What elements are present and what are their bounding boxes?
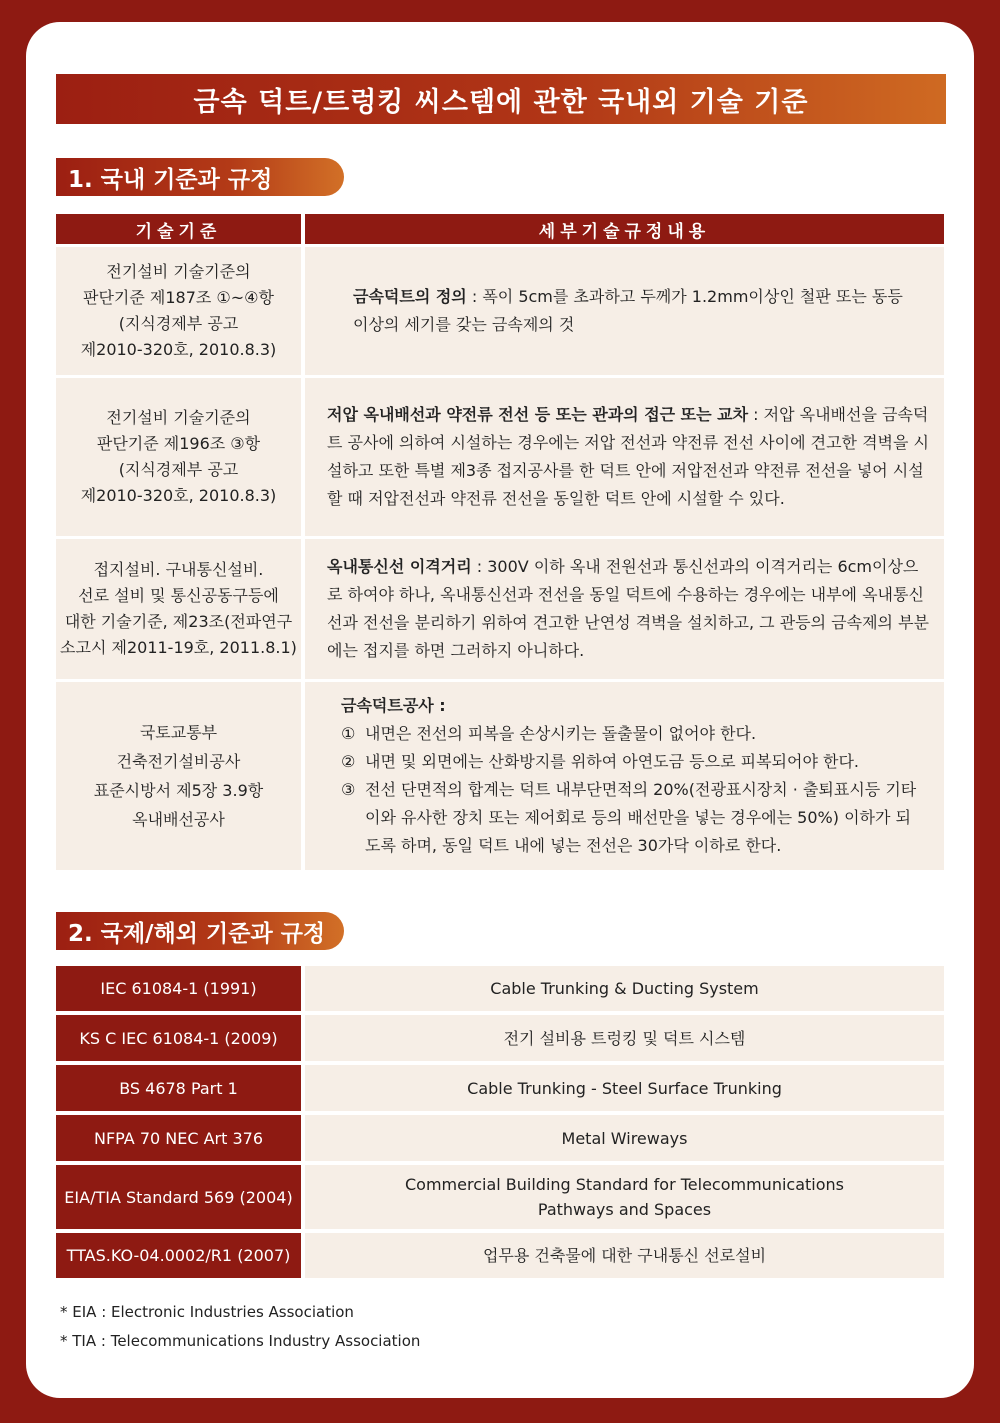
standard-description: Cable Trunking - Steel Surface Trunking [305, 1065, 944, 1111]
standard-code: IEC 61084-1 (1991) [56, 966, 301, 1011]
standard-code: NFPA 70 NEC Art 376 [56, 1115, 301, 1161]
table-row [56, 1065, 944, 1111]
header-standard: 기술기준 [56, 214, 301, 244]
details-text: : 300V 이하 옥내 전원선과 통신선과의 이격거리는 6cm이상으로 하여야 하나, 옥내통신선과 전선을 동일 덕트에 수용하는 경우에는 내부에 옥내통신선과 전선을 분리하기 위하여 견고한 난연성 격벽을 설치하고, 그 관등의 금속제의 부분에는 접지를 하면 그러하지 아니하다. [327, 557, 929, 660]
header-details: 세부기술규정내용 [305, 214, 944, 244]
details-cell [305, 682, 944, 870]
standard-code: TTAS.KO-04.0002/R1 (2007) [56, 1233, 301, 1278]
domestic-standards-table [56, 214, 944, 873]
details-text: : 폭이 5cm를 초과하고 두께가 1.2mm이상인 철판 또는 동등 이상의 세기를 갖는 금속제의 것 [353, 287, 903, 334]
table-row [56, 1115, 944, 1161]
standard-cell: 국토교통부 건축전기설비공사 표준시방서 제5장 3.9항 옥내배선공사 [56, 682, 301, 870]
details-text: : 저압 옥내배선을 금속덕트 공사에 의하여 시설하는 경우에는 저압 전선과 약전류 전선 사이에 견고한 격벽을 시설하고 또한 특별 제3종 접지공사를 한 덕트 안에 저압전선과 약전류 전선을 넣어 시설할 때 저압전선과 약전류 전선을 동일한 덕트 안에 시설할 수 있다. [327, 405, 929, 508]
details-heading: 금속덕트의 정의 [353, 287, 467, 306]
table-row [56, 966, 944, 1011]
table-row [56, 1233, 944, 1278]
list-item: ① 내면은 전선의 피복을 손상시키는 돌출물이 없어야 한다. [341, 724, 757, 743]
footnotes [60, 1298, 420, 1356]
details-cell [305, 247, 944, 375]
standard-description: Commercial Building Standard for Telecommunications Pathways and Spaces [305, 1165, 944, 1229]
details-heading: 금속덕트공사 : [341, 696, 446, 715]
standard-cell: 전기설비 기술기준의 판단기준 제196조 ③항 (지식경제부 공고 제2010-320호, 2010.8.3) [56, 378, 301, 536]
standard-code: EIA/TIA Standard 569 (2004) [56, 1165, 301, 1229]
standard-cell: 전기설비 기술기준의 판단기준 제187조 ①~④항 (지식경제부 공고 제2010-320호, 2010.8.3) [56, 247, 301, 375]
details-heading: 저압 옥내배선과 약전류 전선 등 또는 관과의 접근 또는 교차 [327, 405, 749, 424]
standard-cell: 접지설비. 구내통신설비. 선로 설비 및 통신공동구등에 대한 기술기준, 제23조(전파연구 소고시 제2011-19호, 2011.8.1) [56, 539, 301, 679]
table-row [56, 378, 944, 536]
details-cell [305, 378, 944, 536]
details-cell [305, 539, 944, 679]
footnote-eia: * EIA : Electronic Industries Association [60, 1303, 354, 1321]
details-heading: 옥내통신선 이격거리 [327, 557, 472, 576]
standard-code: KS C IEC 61084-1 (2009) [56, 1015, 301, 1061]
table-row [56, 247, 944, 375]
standard-description: 전기 설비용 트렁킹 및 덕트 시스템 [305, 1015, 944, 1061]
footnote-tia: * TIA : Telecommunications Industry Association [60, 1332, 421, 1350]
list-item: ③ 전선 단면적의 합계는 덕트 내부단면적의 20%(전광표시장치 · 출퇴표시등 기타 이와 유사한 장치 또는 제어회로 등의 배선만을 넣는 경우에는 50%) 이하가 되도록 하며, 동일 덕트 내에 넣는 전선은 30가닥 이하로 한다. [341, 780, 917, 855]
table-row [56, 1165, 944, 1229]
table-row [56, 682, 944, 870]
standard-code: BS 4678 Part 1 [56, 1065, 301, 1111]
section-title-international: 2. 국제/해외 기준과 규정 [56, 912, 344, 950]
table-header [56, 214, 944, 244]
standard-description: Metal Wireways [305, 1115, 944, 1161]
table-row [56, 539, 944, 679]
page-title: 금속 덕트/트렁킹 씨스템에 관한 국내외 기술 기준 [56, 74, 946, 124]
section-title-domestic: 1. 국내 기준과 규정 [56, 158, 344, 196]
standard-description: Cable Trunking & Ducting System [305, 966, 944, 1011]
international-standards-table [56, 966, 944, 1282]
table-row [56, 1015, 944, 1061]
standard-description: 업무용 건축물에 대한 구내통신 선로설비 [305, 1233, 944, 1278]
list-item: ② 내면 및 외면에는 산화방지를 위하여 아연도금 등으로 피복되어야 한다. [341, 752, 859, 771]
